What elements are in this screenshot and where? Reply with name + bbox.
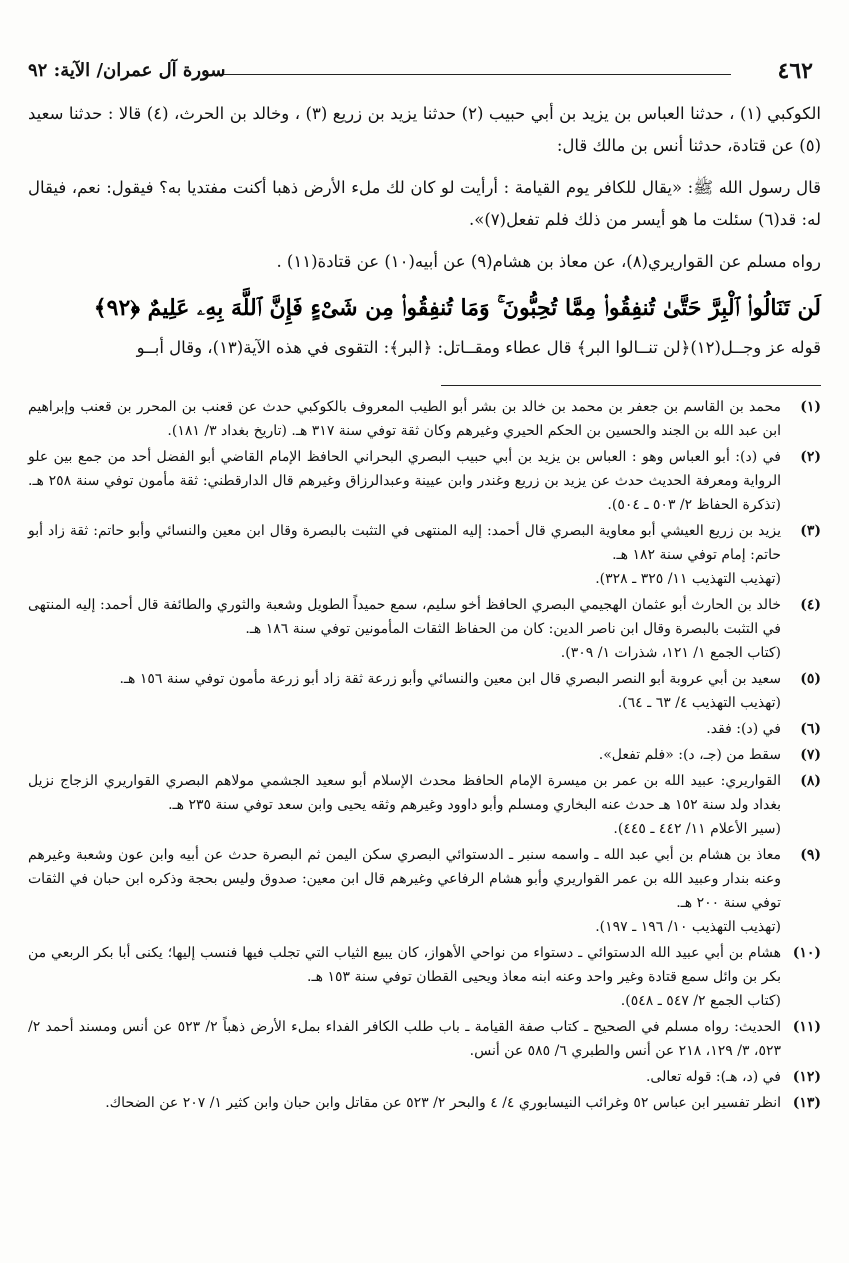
footnote — [28, 1065, 821, 1089]
footnote-number: (٣) — [800, 523, 821, 539]
footnote-line: في (د): فقد. — [706, 721, 781, 737]
footnote — [28, 593, 821, 665]
footnote-body — [28, 843, 781, 939]
paragraph-riwaya: رواه مسلم عن القواريري(٨)، عن معاذ بن هشام(٩) عن أبيه(١٠) عن قتادة(١١) . — [276, 252, 821, 271]
footnote-body — [28, 1091, 781, 1115]
footnote-line: انظر تفسير ابن عباس ٥٢ وغرائب النيسابوري ٤/ ٤ والبحر ٢/ ٥٢٣ عن مقاتل وابن حبان وابن كثير ١/ ٢٠٧ عن الضحاك. — [105, 1095, 781, 1111]
footnote-line: (تهذيب التهذيب ١٠/ ١٩٦ ـ ١٩٧). — [595, 919, 781, 935]
footnote-body — [28, 445, 781, 517]
footnotes — [28, 395, 821, 1117]
footnote-number: (١٠) — [792, 945, 821, 961]
footnote-line: معاذ بن هشام بن أبي عبد الله ـ واسمه سنبر ـ الدستوائي البصري سكن اليمن ثم البصرة حدث عن أبيه وابن عون وشعبة وغيرهم وعنه بندار وعبيد الله بن عمر القواريري وأبو هشام الرفاعي وغيرهم قال ابن معين: صدوق وليس بحجة وذكره ابن حبان في الثقات توفي سنة ٢٠٠ هـ. — [28, 847, 781, 911]
footnote-number: (٤) — [800, 597, 821, 613]
footnote — [28, 743, 821, 767]
footnote-number: (٢) — [800, 449, 821, 465]
footnote — [28, 1091, 821, 1115]
footnote-line: سقط من (جـ، د): «فلم تفعل». — [598, 747, 781, 763]
footnote — [28, 667, 821, 715]
footnote-number: (٩) — [800, 847, 821, 863]
footnote — [28, 769, 821, 841]
footnote-number: (١١) — [792, 1019, 821, 1035]
footnote-number: (٨) — [800, 773, 821, 789]
footnote-body — [28, 743, 781, 767]
footnote-line: الحديث: رواه مسلم في الصحيح ـ كتاب صفة القيامة ـ باب طلب الكافر الفداء بملء الأرض ذهباً ٢/ ٥٢٣ عن أنس ومسند أحمد ٢/ ٥٢٣، ٣/ ١٢٩، ٢١٨ عن أنس والطبري ٦/ ٥٨٥ عن أنس. — [28, 1019, 782, 1059]
paragraph-isnad: الكوكبي (١) ، حدثنا العباس بن يزيد بن أبي حبيب (٢) حدثنا يزيد بن زريع (٣) ، وخالد بن الحرث، (٤) قالا : حدثنا سعيد (٥) عن قتادة، حدثنا أنس بن مالك قال: — [28, 104, 821, 155]
footnote — [28, 1015, 821, 1063]
paragraph-tafsir: قوله عز وجــل(١٢)﴿لن تنــالوا البر﴾ قال عطاء ومقــاتل: ﴿البر﴾: التقوى في هذه الآية(١٣)، وقال أبــو — [136, 338, 821, 357]
quran-verse: لَن تَنَالُوا۟ ٱلْبِرَّ حَتَّىٰ تُنفِقُوا۟ مِمَّا تُحِبُّونَ ۚ وَمَا تُنفِقُوا۟ مِن شَىْءٍ فَإِنَّ ٱللَّهَ بِهِۦ عَلِيمٌ ﴿٩٢﴾ — [93, 295, 821, 321]
footnote-number: (١٣) — [792, 1095, 821, 1111]
footnote-body — [28, 519, 781, 591]
footnote — [28, 445, 821, 517]
footnote-body — [28, 395, 781, 443]
main-text — [28, 98, 821, 374]
footnote-body — [28, 717, 781, 741]
footnote-line: (كتاب الجمع ١/ ١٢١، شذرات ١/ ٣٠٩). — [560, 645, 781, 661]
footnote-line: (كتاب الجمع ٢/ ٥٤٧ ـ ٥٤٨). — [620, 993, 781, 1009]
footnote-number: (٥) — [800, 671, 821, 687]
header-rule — [208, 74, 731, 75]
footnote — [28, 395, 821, 443]
footnote-body — [28, 769, 781, 841]
footnote-body — [28, 667, 781, 715]
footnote-divider — [441, 385, 821, 386]
footnote-number: (١) — [800, 399, 821, 415]
footnote-line: سعيد بن أبي عروبة أبو النصر البصري قال ابن معين والنسائي وأبو زرعة ثقة زاد أبو زرعة مأمون توفي سنة ١٥٦ هـ. — [119, 671, 781, 687]
footnote-line: خالد بن الحارث أبو عثمان الهجيمي البصري الحافظ أخو سليم، سمع حميداً الطويل وشعبة والثوري والطائفة قال أحمد: إليه المنتهى في التثبت بالبصرة وقال ابن ناصر الدين: كان من الحفاظ الثقات المأمونين توفي سنة ١٨٦ هـ. — [28, 597, 781, 637]
footnote-line: في (د، هـ): قوله تعالى. — [645, 1069, 781, 1085]
paragraph-hadith: قال رسول الله ﷺ: «يقال للكافر يوم القيامة : أرأيت لو كان لك ملء الأرض ذهبا أكنت مفتديا به؟ فيقول: نعم، فيقال له: قد(٦) سئلت ما هو أيسر من ذلك فلم تفعل(٧)». — [28, 178, 821, 229]
footnote-body — [28, 941, 781, 1013]
footnote-line: (تهذيب التهذيب ١١/ ٣٢٥ ـ ٣٢٨). — [595, 571, 781, 587]
footnote — [28, 941, 821, 1013]
footnote-line: هشام بن أبي عبيد الله الدستوائي ـ دستواء من نواحي الأهواز، كان يبيع الثياب التي تجلب فيها فنسب إليها؛ يكنى أبا بكر الربعي من بكر بن وائل سمع قتادة وغير واحد وعنه ابنه معاذ ويحيى القطان توفي سنة ١٥٣ هـ. — [28, 945, 781, 985]
footnote-body — [28, 1015, 781, 1063]
footnote-body — [28, 593, 781, 665]
footnote-line: يزيد بن زريع العيشي أبو معاوية البصري قال أحمد: إليه المنتهى في التثبت بالبصرة وقال ابن معين والنسائي وأبو حاتم: ثقة زاد أبو حاتم: إمام توفي سنة ١٨٢ هـ. — [28, 523, 781, 563]
footnote-number: (٦) — [800, 721, 821, 737]
running-title: سورة آل عمران/ الآية: ٩٢ — [28, 60, 226, 81]
footnote-line: محمد بن القاسم بن جعفر بن محمد بن خالد بن بشر أبو الطيب المعروف بالكوكبي حدث عن قعنب بن المحرر بن قعنب وإبراهيم ابن عبد الله بن الجند والحسين بن الحكم الحيري وغيرهم وكان ثقة توفي سنة ٣١٧ هـ. (تاريخ بغداد ٣/ ١٨١). — [28, 399, 781, 439]
footnote-line: القواريري: عبيد الله بن عمر بن ميسرة الإمام الحافظ محدث الإسلام أبو سعيد الجشمي مولاهم البصري القواريري الزجاج نزيل بغداد ولد سنة ١٥٢ هـ حدث عنه البخاري ومسلم وأبو داوود وغيرهم وثقه يحيى وابن سعد توفي سنة ٢٣٥ هـ. — [28, 773, 781, 813]
footnote-line: في (د): أبو العباس وهو : العباس بن يزيد بن أبي حبيب البصري البحراني الحافظ الإمام القاضي أبو الفضل أحد من جمع بين علو الرواية ومعرفة الحديث حدث عن يزيد بن زريع وغندر وابن عيينة وعبدالرزاق وغيرهم قال الدارقطني: ثقة مأمون توفي سنة ٢٥٨ هـ. (تذكرة الحفاظ ٢/ ٥٠٣ ـ ٥٠٤). — [28, 449, 781, 513]
footnote-body — [28, 1065, 781, 1089]
footnote — [28, 717, 821, 741]
page-header — [28, 58, 821, 88]
footnote-line: (سير الأعلام ١١/ ٤٤٢ ـ ٤٤٥). — [613, 821, 781, 837]
footnote-line: (تهذيب التهذيب ٤/ ٦٣ ـ ٦٤). — [617, 695, 781, 711]
footnote-number: (١٢) — [792, 1069, 821, 1085]
footnote — [28, 519, 821, 591]
page-number: ٤٦٢ — [777, 58, 813, 84]
footnote-number: (٧) — [800, 747, 821, 763]
footnote — [28, 843, 821, 939]
